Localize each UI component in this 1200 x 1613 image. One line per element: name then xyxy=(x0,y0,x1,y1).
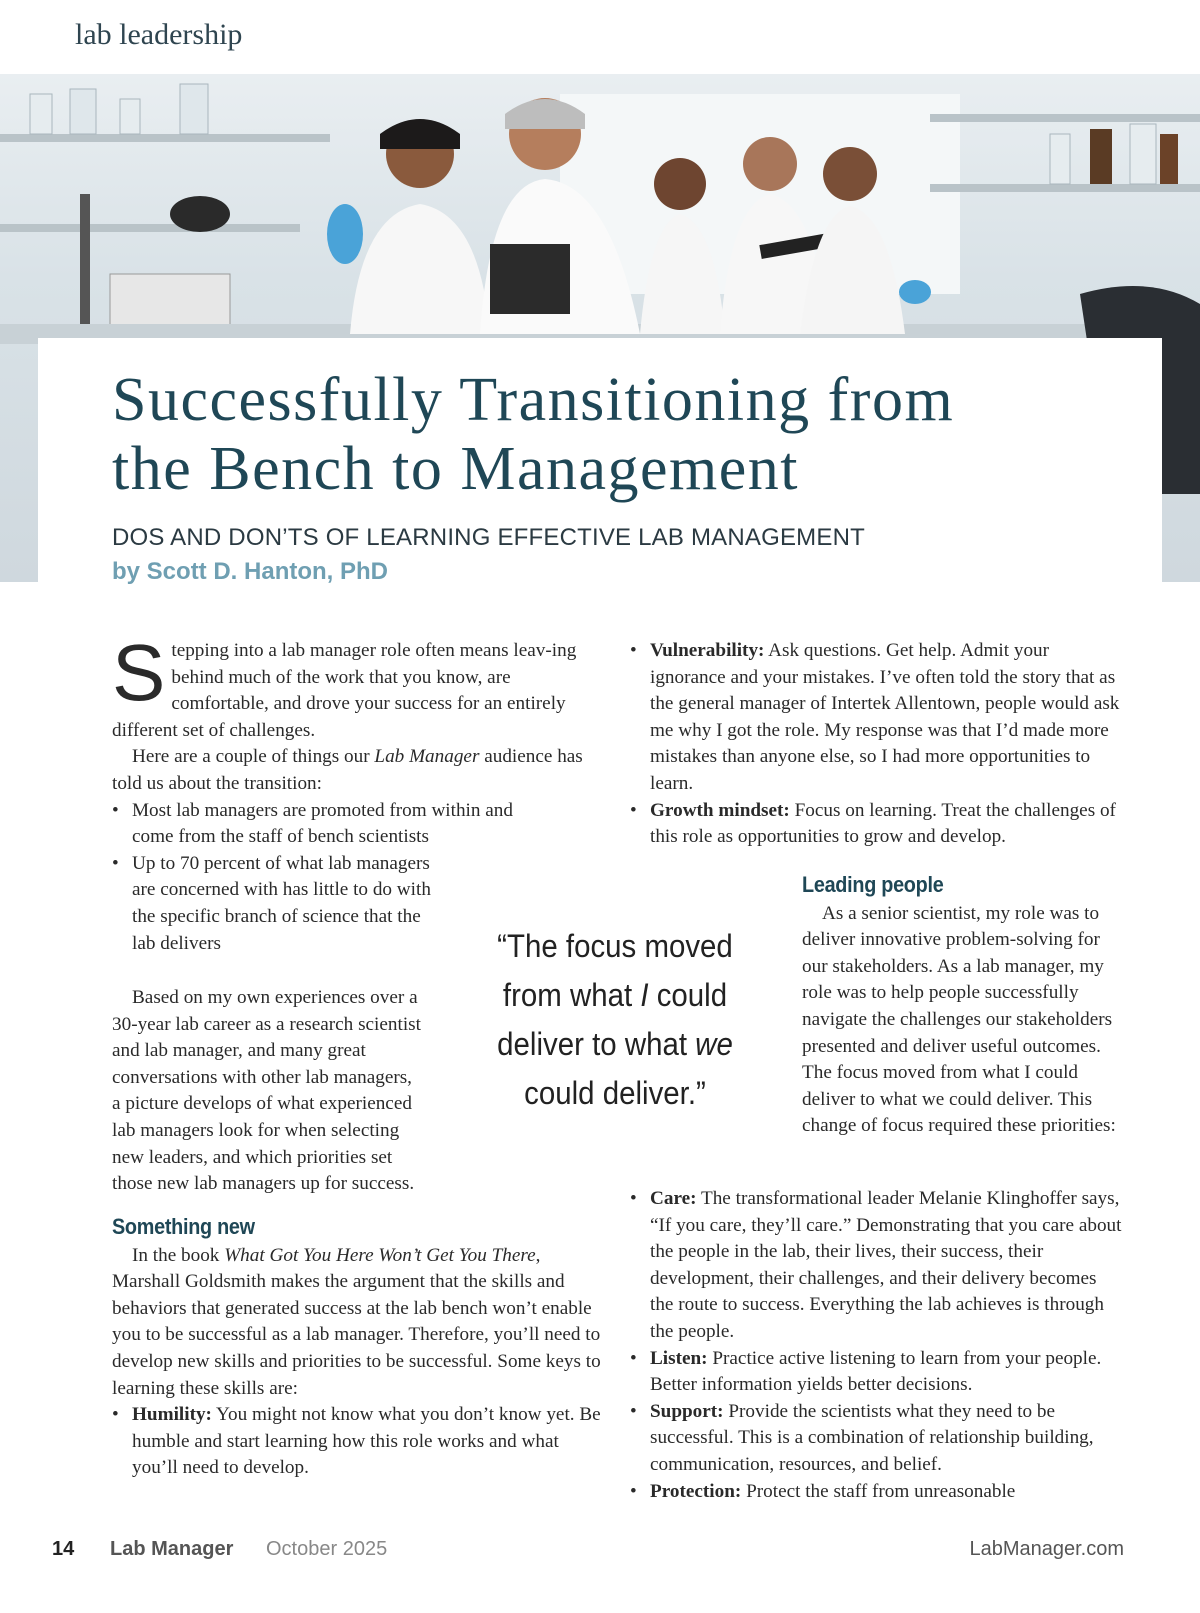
article-subtitle: DOS AND DON’TS OF LEARNING EFFECTIVE LAB MANAGEMENT xyxy=(112,524,865,551)
list-item: • Most lab managers are promoted from within and come from the staff of bench scientists xyxy=(112,798,532,851)
audience-paragraph: Here are a couple of things our Lab Manager audience has told us about the transition: xyxy=(112,746,583,794)
left-column xyxy=(112,628,606,957)
experience-paragraph: Based on my own experiences over a 30-year lab career as a research scientist and lab manager, and many great conversations with other lab managers, a picture develops of what experienced lab managers look for when selecting new leaders, and which priorities set those new lab managers up for success. xyxy=(112,987,421,1195)
list-item: • Protection: Protect the staff from unreasonable xyxy=(630,1479,1122,1506)
website-link[interactable]: LabManager.com xyxy=(969,1538,1124,1560)
skills-bullets xyxy=(112,1402,606,1482)
leading-people-paragraph: As a senior scientist, my role was to deliver innovative problem-solving for our stakeholders. As a lab manager, my role was to help people successfully navigate the challenges our stakeholders presented and deliver useful outcomes. The focus moved from what I could deliver to what we could deliver. This change of focus required these priorities: xyxy=(802,902,1116,1137)
list-item: • Listen: Practice active listening to learn from your people. Better information yields better decisions. xyxy=(630,1346,1122,1399)
article-byline: by Scott D. Hanton, PhD xyxy=(112,558,388,585)
list-item: • Up to 70 percent of what lab managers are concerned with has little to do with the specific branch of science that the lab delivers xyxy=(112,851,432,957)
article-title-line1: Successfully Transitioning from xyxy=(112,366,955,434)
article-title-line2: the Bench to Management xyxy=(112,435,800,503)
list-item: • Growth mindset: Focus on learning. Treat the challenges of this role as opportunities to grow and develop. xyxy=(630,798,1122,851)
section-heading: Leading people xyxy=(802,872,944,897)
dropcap: S xyxy=(112,628,166,717)
leading-people-section xyxy=(802,872,1122,1140)
list-item: • Support: Provide the scientists what they need to be successful. This is a combination of relationship building, communication, resources, and belief. xyxy=(630,1399,1122,1479)
right-column xyxy=(630,638,1122,851)
list-item: • Vulnerability: Ask questions. Get help. Admit your ignorance and your mistakes. I’ve often told the story that as the general manager of Intertek Allentown, people would ask me why I got the role. My response was that I’d made more mistakes than anyone else, so I had more opportunities to learn. xyxy=(630,638,1122,798)
intro-text: tepping into a lab manager role often means leav-ing behind much of the work that you know, are comfortable, and drove your success for an entirely different set of challenges. xyxy=(112,640,577,741)
intro-paragraph xyxy=(112,628,606,744)
skills-bullets-continued xyxy=(630,638,1122,851)
section-tag: lab leadership xyxy=(75,18,243,51)
book-title-italic: What Got You Here Won’t Get You There xyxy=(224,1244,536,1266)
pull-quote: “The focus moved from what I could deliver to what we could deliver.” xyxy=(497,928,733,1111)
priorities-list-block xyxy=(630,1186,1122,1505)
list-item: • Care: The transformational leader Melanie Klinghoffer says, “If you care, they’ll care.” Demonstrating that you care about the people in the lab, their lives, their success, their development, their challenges, and their delivery becomes the route to success. Everything the lab achieves is through the people. xyxy=(630,1186,1122,1346)
magazine-name: Lab Manager xyxy=(110,1538,234,1560)
magazine-title-italic: Lab Manager xyxy=(374,746,480,768)
page-number: 14 xyxy=(52,1538,75,1560)
issue-date: October 2025 xyxy=(266,1538,388,1560)
article-title xyxy=(112,366,1112,504)
something-new-section xyxy=(112,1214,606,1482)
priorities-bullets xyxy=(630,1186,1122,1505)
section-heading: Something new xyxy=(112,1214,255,1239)
something-new-paragraph: In the book What Got You Here Won’t Get You There, Marshall Goldsmith makes the argument that the skills and behaviors that generated success at the lab bench won’t enable you to be successful as a lab manager. Therefore, you’ll need to develop new skills and priorities to be successful. Some keys to learning these skills are: xyxy=(112,1244,601,1399)
list-item: • Humility: You might not know what you don’t know yet. Be humble and start learning how this role works and what you’ll need to develop. xyxy=(112,1402,606,1482)
